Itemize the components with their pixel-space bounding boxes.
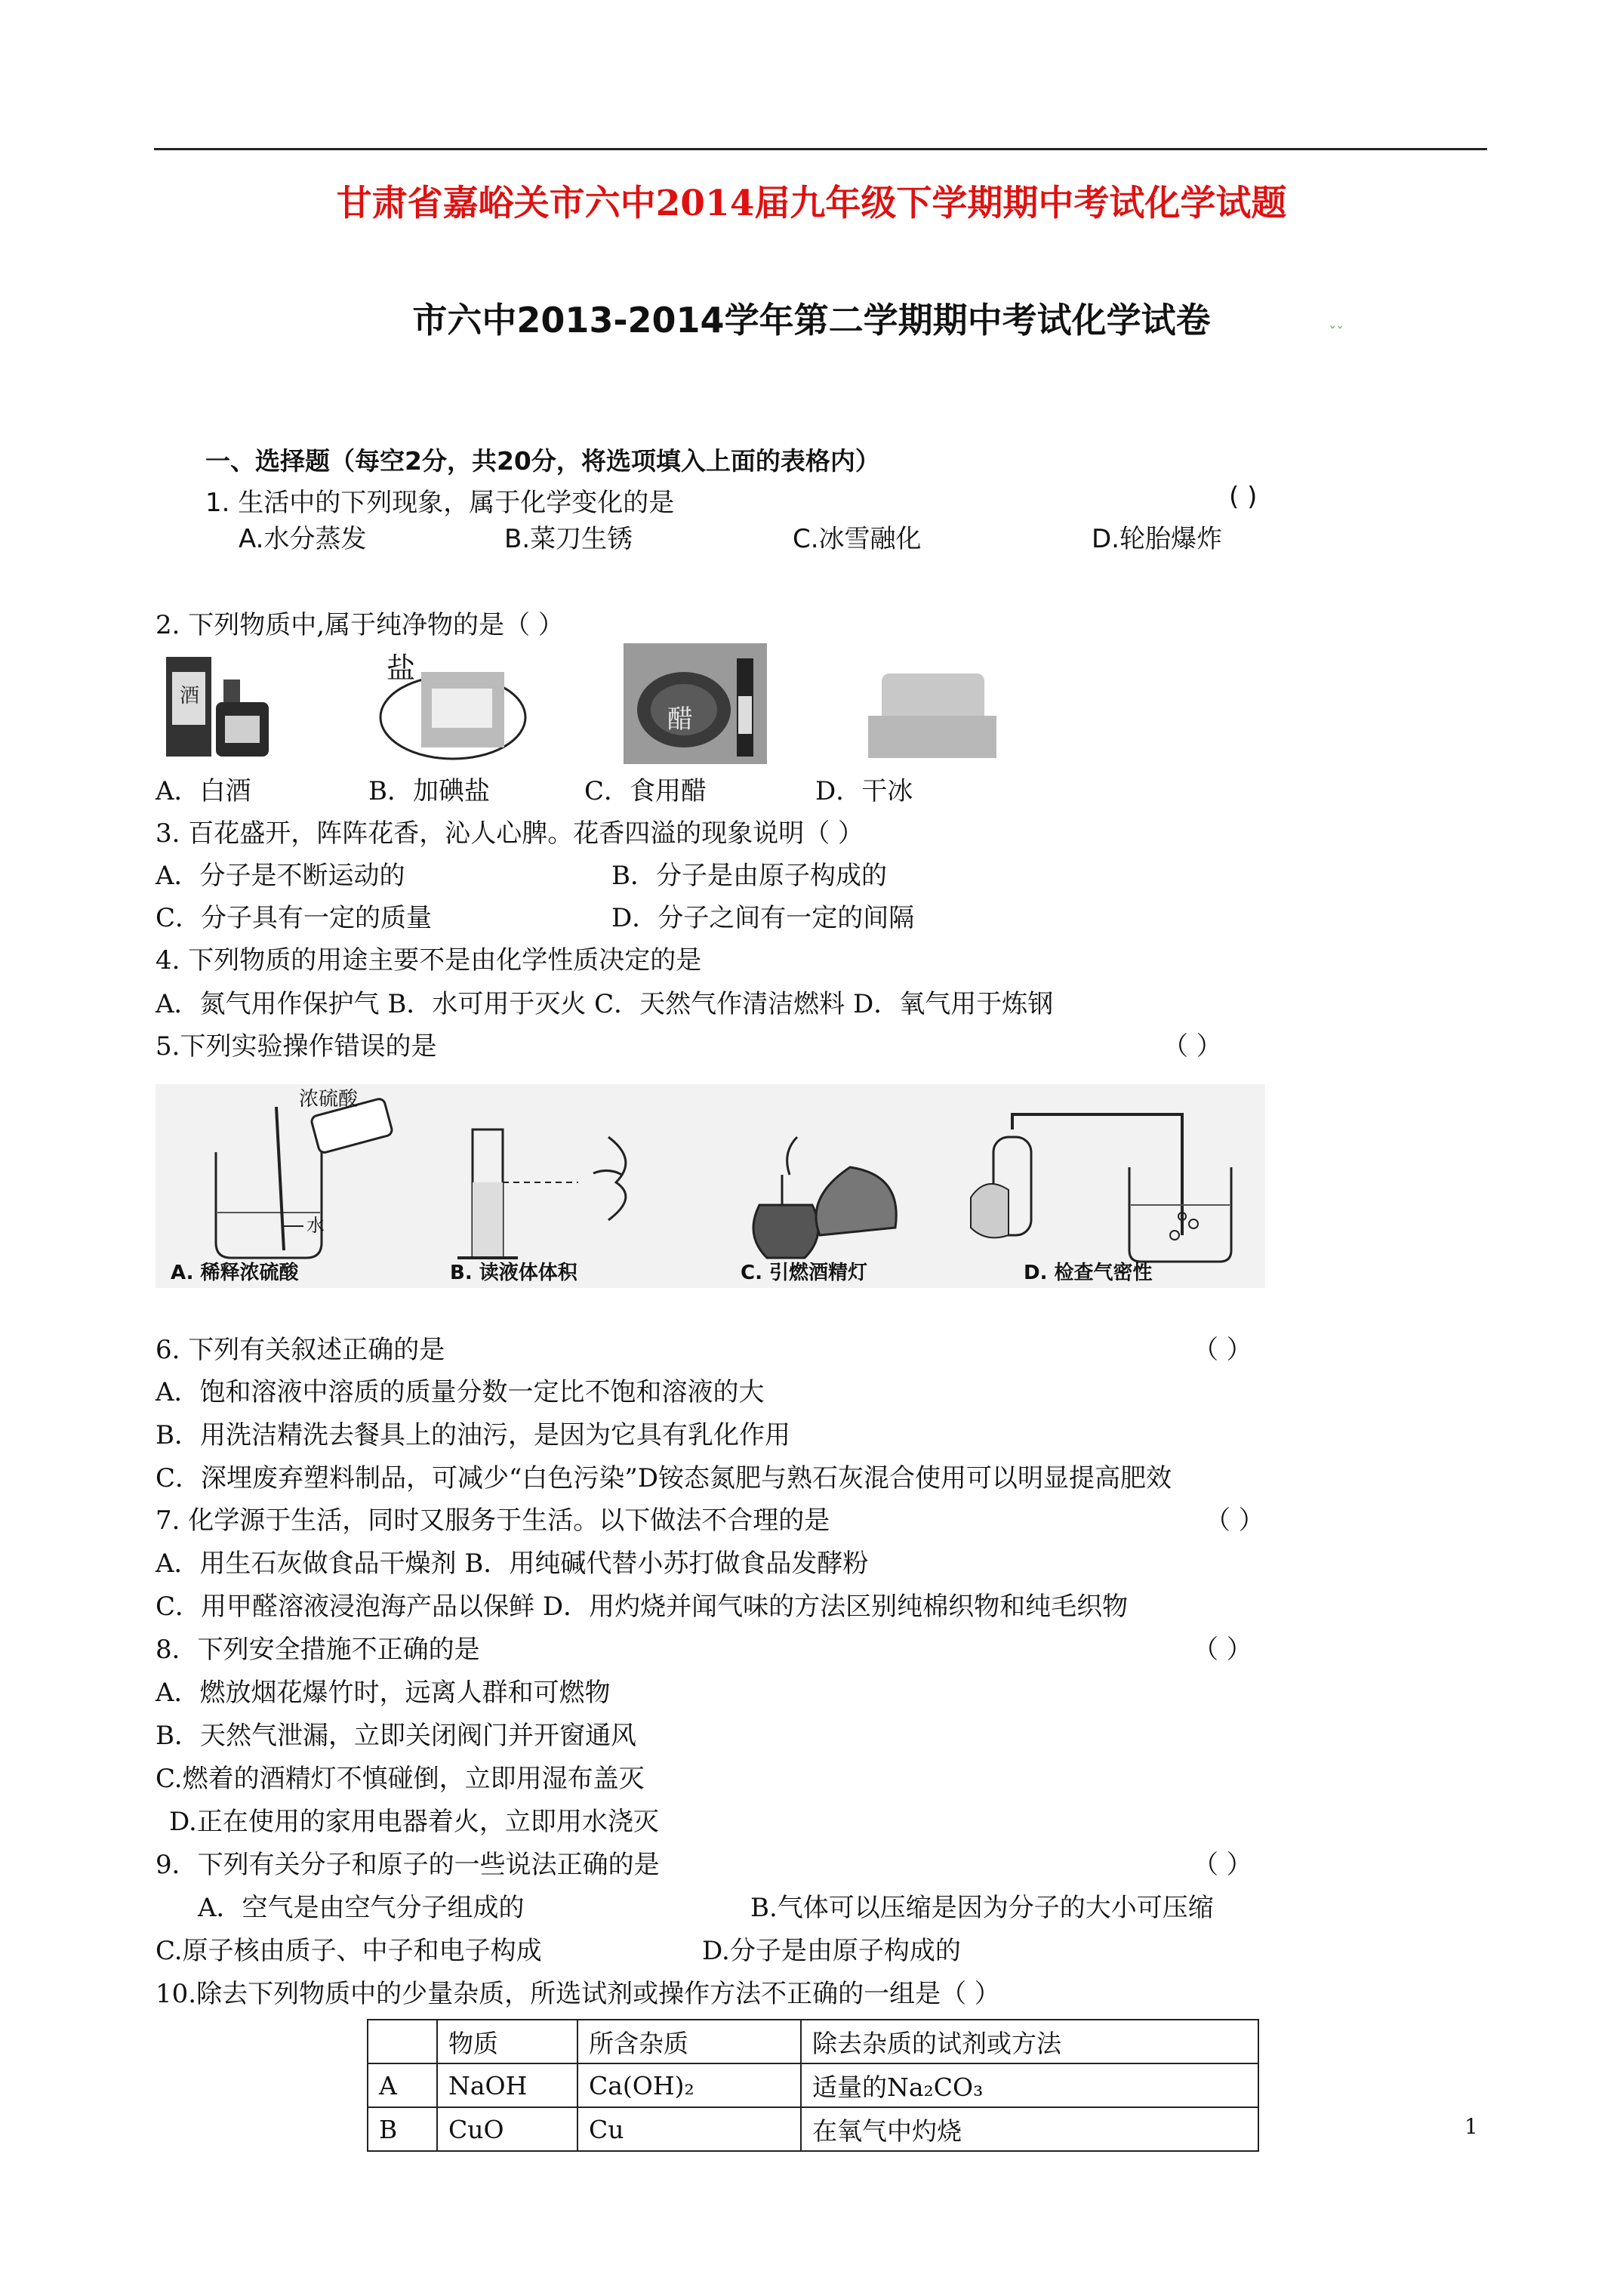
q2-option-d: D．干冰 bbox=[815, 776, 913, 806]
document-red-title: 甘肃省嘉峪关市六中2014届九年级下学期期中考试化学试题 bbox=[336, 183, 1287, 224]
q8-option-c: C.燃着的酒精灯不慎碰倒，立即用湿布盖灭 bbox=[156, 1764, 645, 1794]
q8-option-b: B．天然气泄漏，立即关闭阀门并开窗通风 bbox=[156, 1721, 636, 1751]
q6-answer-paren: （ ） bbox=[1193, 1335, 1252, 1365]
caption-a: A. 稀释浓硫酸 bbox=[171, 1262, 299, 1284]
table-header-row bbox=[368, 2020, 1258, 2063]
table-cell: CuO bbox=[437, 2107, 577, 2151]
table-header-cell: 所含杂质 bbox=[577, 2020, 801, 2063]
q9-option-c: C.原子核由质子、中子和电子构成 bbox=[156, 1936, 542, 1966]
table-cell: Cu bbox=[577, 2107, 801, 2151]
section-heading: 一、选择题（每空2分，共20分，将选项填入上面的表格内） bbox=[205, 446, 880, 476]
table-header-cell: 除去杂质的试剂或方法 bbox=[801, 2020, 1258, 2063]
q8-stem: 8．下列安全措施不正确的是 bbox=[156, 1635, 480, 1665]
q2-option-c: C．食用醋 bbox=[584, 776, 707, 806]
q7-stem: 7. 化学源于生活，同时又服务于生活。以下做法不合理的是 bbox=[156, 1505, 830, 1536]
q8-answer-paren: （ ） bbox=[1193, 1635, 1252, 1665]
water-label: 水 bbox=[306, 1215, 325, 1236]
caption-b: B. 读液体体积 bbox=[450, 1262, 577, 1284]
q8-option-d: D.正在使用的家用电器着火，立即用水浇灭 bbox=[169, 1807, 659, 1837]
q3-option-a: A．分子是不断运动的 bbox=[156, 861, 405, 891]
q3-stem: 3. 百花盛开，阵阵花香，沁人心脾。花香四溢的现象说明（ ） bbox=[156, 818, 864, 849]
q10-stem: 10.除去下列物质中的少量杂质，所选试剂或操作方法不正确的一组是（ ） bbox=[156, 1979, 1000, 2009]
page-number: 1 bbox=[1464, 2114, 1478, 2139]
q2-option-a: A．白酒 bbox=[156, 776, 251, 806]
q3-option-b: B．分子是由原子构成的 bbox=[611, 861, 887, 891]
q8-option-a: A．燃放烟花爆竹时，远离人群和可燃物 bbox=[156, 1678, 611, 1708]
exam-title: 市六中2013-2014学年第二学期期中考试化学试卷 bbox=[412, 300, 1211, 341]
q1-option-c: C.冰雪融化 bbox=[793, 524, 922, 554]
q1-answer-paren: ( ) bbox=[1229, 482, 1258, 512]
q7-option-cd: C．用甲醛溶液浸泡海产品以保鲜 D．用灼烧并闻气味的方法区别纯棉织物和纯毛织物 bbox=[156, 1592, 1129, 1622]
table-row bbox=[368, 2107, 1258, 2151]
vinegar-label: 醋 bbox=[667, 704, 693, 735]
q6-option-a: A．饱和溶液中溶质的质量分数一定比不饱和溶液的大 bbox=[156, 1377, 765, 1407]
dry-ice-image bbox=[867, 670, 996, 760]
q4-stem: 4. 下列物质的用途主要不是由化学性质决定的是 bbox=[156, 945, 702, 975]
table-cell: NaOH bbox=[437, 2063, 577, 2107]
q7-option-ab: A．用生石灰做食品干燥剂 B．用纯碱代替小苏打做食品发酵粉 bbox=[156, 1549, 869, 1579]
table-cell: 适量的Na₂CO₃ bbox=[801, 2063, 1258, 2107]
liquor-bottle-image bbox=[163, 649, 276, 761]
liquor-box-label: 酒 bbox=[180, 685, 200, 707]
q4-options: A．氮气用作保护气 B．水可用于灭火 C．天然气作清洁燃料 D．氧气用于炼钢 bbox=[156, 989, 1054, 1019]
q6-option-b: B．用洗洁精洗去餐具上的油污，是因为它具有乳化作用 bbox=[156, 1420, 790, 1450]
table-header-cell bbox=[368, 2020, 437, 2063]
q1-option-d: D.轮胎爆炸 bbox=[1092, 524, 1222, 554]
caption-d: D. 检查气密性 bbox=[1024, 1262, 1153, 1284]
table-cell: Ca(OH)₂ bbox=[577, 2063, 801, 2107]
vinegar-image bbox=[624, 643, 767, 764]
q3-option-d: D．分子之间有一定的间隔 bbox=[611, 903, 915, 933]
table-header-cell: 物质 bbox=[437, 2020, 577, 2063]
acid-label: 浓硫酸 bbox=[299, 1088, 359, 1111]
watermark-mark: ˇˇ bbox=[1329, 323, 1344, 341]
q5-stem: 5.下列实验操作错误的是 bbox=[156, 1031, 437, 1062]
table-cell: B bbox=[368, 2107, 437, 2151]
table-cell: 在氧气中灼烧 bbox=[801, 2107, 1258, 2151]
q2-stem: 2. 下列物质中,属于纯净物的是（ ） bbox=[156, 610, 564, 640]
header-rule bbox=[154, 148, 1487, 150]
caption-c: C. 引燃酒精灯 bbox=[741, 1262, 868, 1284]
q9-option-b: B.气体可以压缩是因为分子的大小可压缩 bbox=[750, 1893, 1214, 1923]
q5-answer-paren: （ ） bbox=[1163, 1031, 1222, 1062]
q9-answer-paren: （ ） bbox=[1193, 1850, 1252, 1880]
table-cell: A bbox=[368, 2063, 437, 2107]
q2-option-b: B．加碘盐 bbox=[368, 776, 490, 806]
q9-stem: 9．下列有关分子和原子的一些说法正确的是 bbox=[156, 1850, 660, 1880]
q6-stem: 6. 下列有关叙述正确的是 bbox=[156, 1335, 445, 1365]
salt-label: 盐 bbox=[387, 652, 416, 685]
iodized-salt-image bbox=[377, 649, 528, 763]
q6-option-cd: C．深埋废弃塑料制品，可减少“白色污染”D铵态氮肥与熟石灰混合使用可以明显提高肥效 bbox=[156, 1463, 1172, 1493]
q1-option-a: A.水分蒸发 bbox=[239, 524, 367, 554]
q9-option-a: A．空气是由空气分子组成的 bbox=[198, 1893, 525, 1923]
lab-operations-figure bbox=[156, 1084, 1265, 1288]
q1-option-b: B.菜刀生锈 bbox=[504, 524, 633, 554]
q3-option-c: C．分子具有一定的质量 bbox=[156, 903, 433, 933]
q9-option-d: D.分子是由原子构成的 bbox=[702, 1936, 961, 1966]
impurity-table bbox=[367, 2019, 1259, 2152]
q7-answer-paren: （ ） bbox=[1205, 1505, 1264, 1536]
q1-stem: 1. 生活中的下列现象，属于化学变化的是 bbox=[205, 488, 675, 518]
table-row bbox=[368, 2063, 1258, 2107]
